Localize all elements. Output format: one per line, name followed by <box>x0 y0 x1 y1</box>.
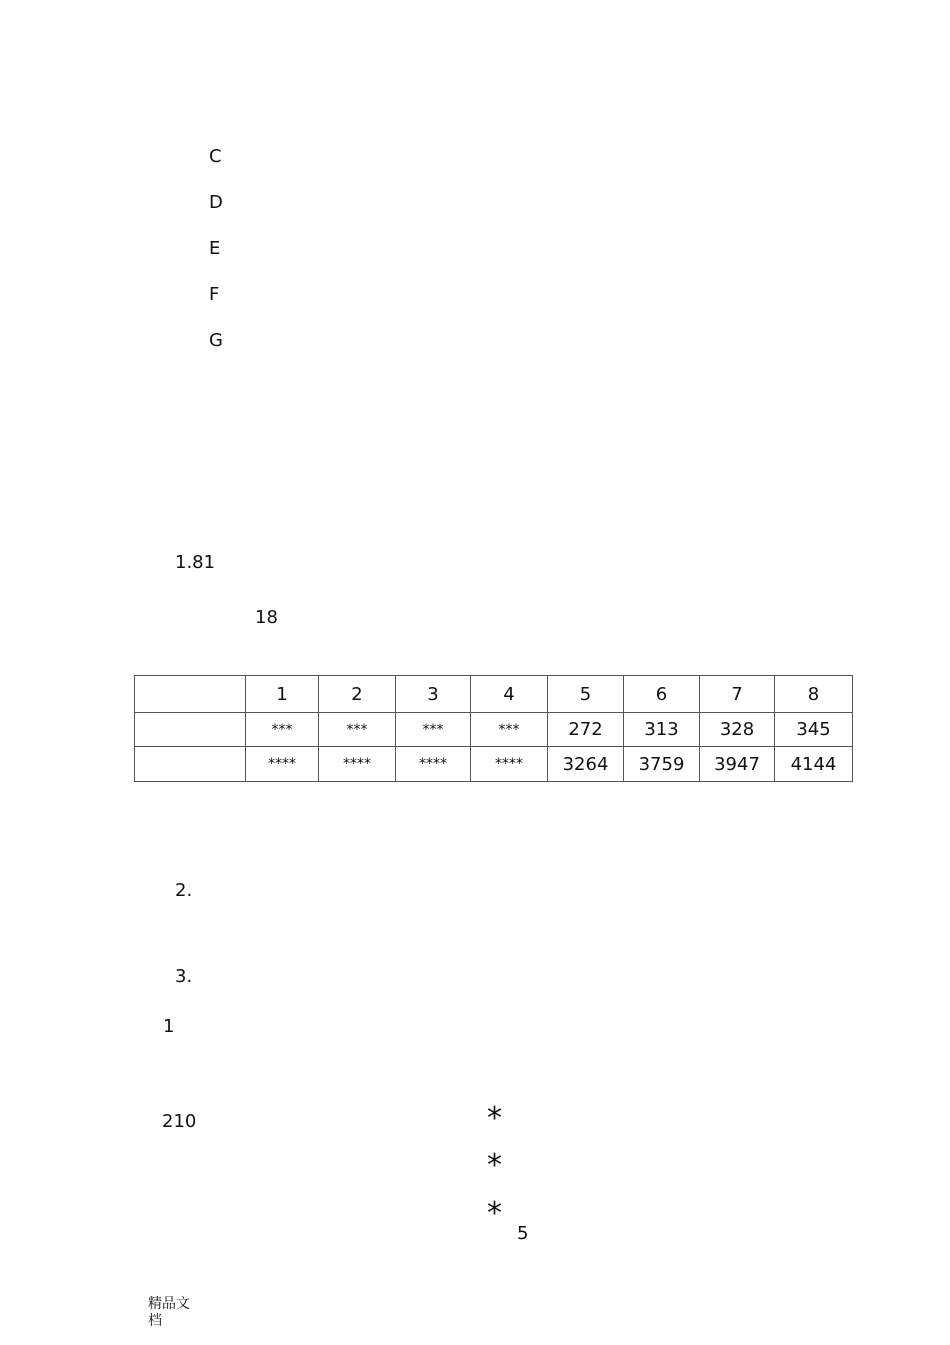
table-cell <box>135 713 246 747</box>
table-cell: **** <box>246 747 319 782</box>
table-cell: *** <box>396 713 471 747</box>
table-header-cell: 7 <box>700 676 775 713</box>
table-cell: 345 <box>775 713 853 747</box>
option-d: D <box>209 192 223 213</box>
table-cell: *** <box>471 713 548 747</box>
data-table <box>134 675 853 782</box>
star-mark: * <box>487 1196 502 1231</box>
table-cell: 328 <box>700 713 775 747</box>
table-cell: **** <box>471 747 548 782</box>
table-cell: *** <box>246 713 319 747</box>
table-header-cell: 8 <box>775 676 853 713</box>
table-header-cell: 2 <box>319 676 396 713</box>
table-cell: 3759 <box>624 747 700 782</box>
section-1-number: 1.81 <box>175 552 216 573</box>
star-mark: * <box>487 1148 502 1183</box>
table-header-row <box>135 676 853 713</box>
table-row <box>135 713 853 747</box>
option-g: G <box>209 330 223 351</box>
table-cell <box>135 747 246 782</box>
table-cell: 313 <box>624 713 700 747</box>
table-header-cell: 4 <box>471 676 548 713</box>
table-cell: *** <box>319 713 396 747</box>
table-header-cell: 1 <box>246 676 319 713</box>
option-e: E <box>209 238 221 259</box>
section-2-number: 2. <box>175 880 193 901</box>
table-header-cell: 6 <box>624 676 700 713</box>
table-cell: **** <box>396 747 471 782</box>
section-3-value: 210 <box>162 1111 197 1132</box>
table-cell: 3264 <box>548 747 624 782</box>
section-1-sub: 18 <box>255 607 278 628</box>
table-header-cell <box>135 676 246 713</box>
table-cell: 3947 <box>700 747 775 782</box>
footer-watermark: 精品文档 <box>148 1296 190 1329</box>
table-cell: **** <box>319 747 396 782</box>
section-3-item: 1 <box>163 1016 175 1037</box>
table-row <box>135 747 853 782</box>
table-cell: 272 <box>548 713 624 747</box>
table-header-cell: 5 <box>548 676 624 713</box>
star-suffix: 5 <box>517 1223 529 1244</box>
option-c: C <box>209 146 222 167</box>
table-header-cell: 3 <box>396 676 471 713</box>
table-cell: 4144 <box>775 747 853 782</box>
section-3-number: 3. <box>175 966 193 987</box>
option-f: F <box>209 284 220 305</box>
star-mark: * <box>487 1101 502 1136</box>
